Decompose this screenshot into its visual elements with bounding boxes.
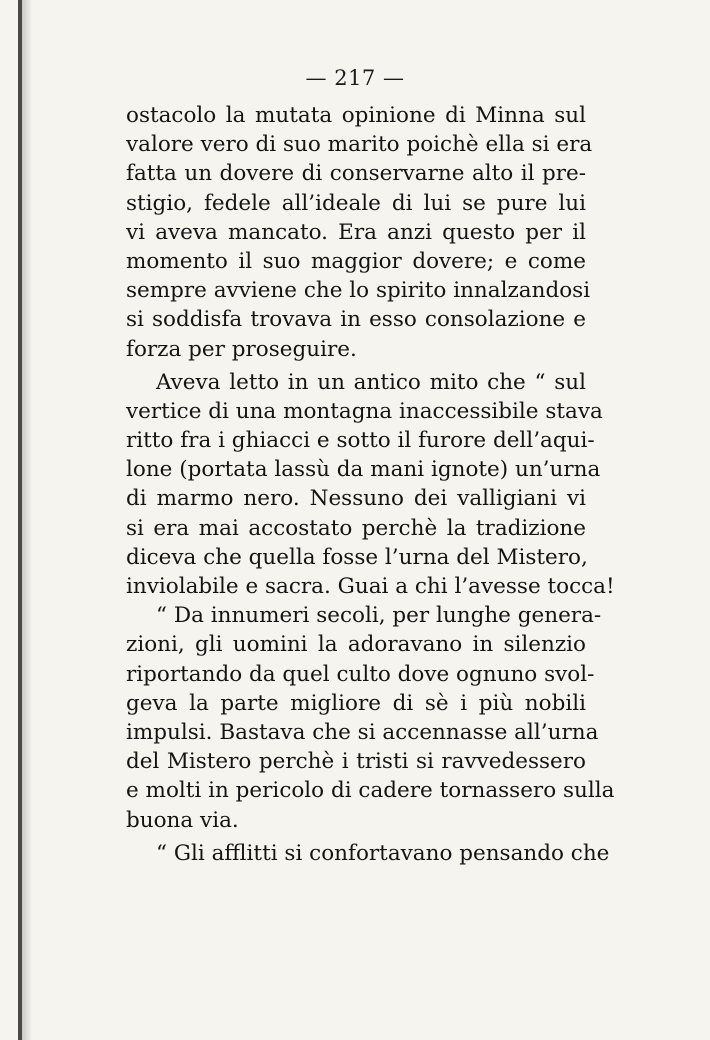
text-line: del Mistero perchè i tristi si ravvedessero <box>126 749 586 775</box>
text-line: ritto fra i ghiacci e sotto il furore dell’aqui- <box>126 428 595 454</box>
body-text <box>126 101 615 868</box>
text-line: vi aveva mancato. Era anzi questo per il <box>126 219 586 245</box>
page-number: — 217 — <box>305 66 405 90</box>
text-line: inviolabile e sacra. Guai a chi l’avesse tocca! <box>126 574 615 599</box>
text-line: si era mai accostato perchè la tradizione <box>126 515 586 541</box>
text-line: momento il suo maggior dovere; e come <box>126 248 586 274</box>
text-line: lone (portata lassù da mani ignote) un’urna <box>126 457 601 483</box>
text-line: di marmo nero. Nessuno dei valligiani vi <box>126 486 586 512</box>
text-line: si soddisfa trovava in esso consolazione e <box>126 307 586 333</box>
text-line: diceva che quella fosse l’urna del Mistero, <box>126 544 588 570</box>
text-line: “ Da innumeri secoli, per lunghe genera- <box>156 603 602 629</box>
text-line: buona via. <box>126 807 239 833</box>
text-line: Aveva letto in un antico mito che “ sul <box>156 369 586 395</box>
text-line: geva la parte migliore di sè i più nobili <box>126 690 586 716</box>
text-line: sempre avviene che lo spirito innalzandosi <box>126 278 591 304</box>
text-line: ostacolo la mutata opinione di Minna sul <box>126 103 586 128</box>
paragraph <box>126 368 615 602</box>
paragraph <box>126 601 615 835</box>
paragraph <box>126 101 593 364</box>
text-line: zioni, gli uomini la adoravano in silenzio <box>126 632 586 658</box>
binding-shadow <box>22 0 32 1040</box>
text-line: e molti in pericolo di cadere tornassero sulla <box>126 778 615 804</box>
text-line: stigio, fedele all’ideale di lui se pure lui <box>126 190 586 216</box>
paragraph <box>126 839 610 868</box>
text-line: fatta un dovere di conservarne alto il pre- <box>126 161 586 187</box>
text-line: riportando da quel culto dove ognuno svol- <box>126 661 595 687</box>
text-line: impulsi. Bastava che si accennasse all’urna <box>126 719 599 745</box>
text-line: “ Gli afflitti si confortavano pensando che <box>156 840 610 866</box>
text-line: valore vero di suo marito poichè ella si era <box>126 132 593 158</box>
text-line: vertice di una montagna inaccessibile stava <box>126 398 603 424</box>
text-line: forza per proseguire. <box>126 336 357 362</box>
